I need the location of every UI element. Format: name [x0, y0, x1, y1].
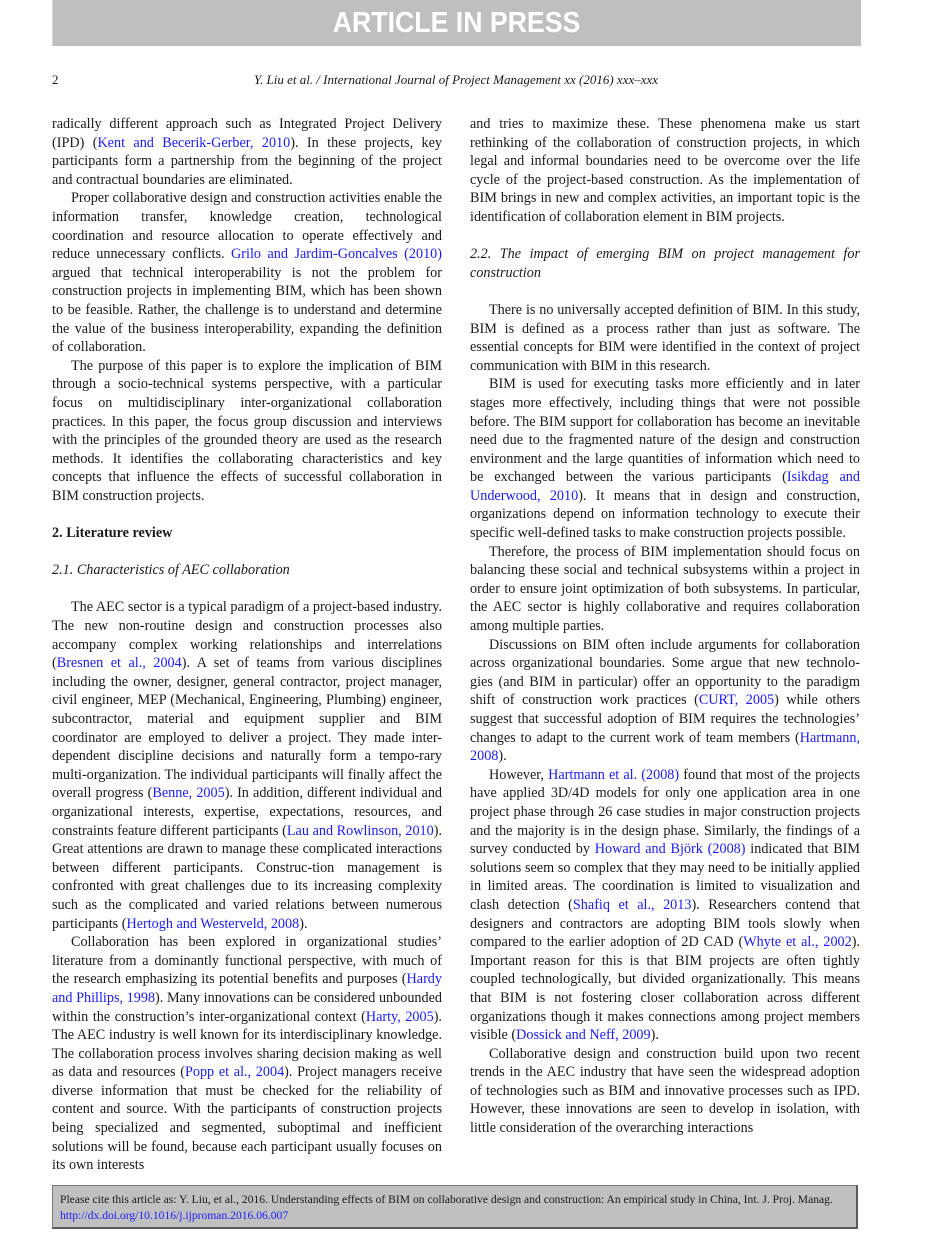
banner-text: ARTICLE IN PRESS	[333, 6, 581, 39]
text: ).	[650, 1027, 659, 1044]
citation-link[interactable]: Lau and Rowlinson, 2010	[286, 822, 434, 839]
text: ). It means that in design and construction, organizations depend on information technology to execute their specific well-defined tasks to make construction projects possible.	[470, 487, 860, 542]
text: ). Important reason for this is that BIM projects are often tightly coupled technologically, but divided organizationally. This means that BIM is not fostering closer collaboration across different organizations though it makes connections among project members visible (	[470, 934, 861, 1044]
text: Collaborative design and construction build upon two recent trends in the AEC industry that have seen the widespread adoption of technologies such as BIM and innovative processes such as IPD. However, these innovations are seen to develop in isolation, with little consideration of the overarching interactions	[470, 1045, 860, 1137]
text: Proper collaborative design and construction activities enable the information transfer, knowledge creation, technological coordination and resource allocation to operate effectively and reduce unnecessary conflicts.	[52, 190, 442, 263]
text: BIM is used for executing tasks more efficiently and in later stages more effectively, including things that were not possible before. The BIM support for collaboration has become an inevitable need due to the fragmented nature of the design and construction environment and the large quantities of information which need to be exchanged between the various participants (	[470, 376, 860, 486]
text: found that most of the projects have applied 3D/4D models for only one application area in one project phase through 26 case studies in major construction projects and the majority is in the design phase. Similarly, the findings of a survey conducted by	[470, 766, 860, 858]
text: ).	[498, 748, 507, 765]
paragraph	[52, 115, 442, 189]
paragraph	[470, 301, 860, 375]
citation-link[interactable]: Shafiq et al., 2013	[572, 896, 692, 913]
citation-link[interactable]: Hartmann et al. (2008)	[548, 766, 680, 783]
text: Collaboration has been explored in organizational studies’ literature from a dominantly functional perspective, with much of the research emphasizing its potential benefits and purposes (	[52, 934, 442, 988]
paragraph	[470, 766, 860, 1045]
citation-link[interactable]: Grilo and Jardim-Goncalves (2010)	[231, 246, 442, 263]
citation-link[interactable]: Benne, 2005	[152, 785, 225, 802]
citation-link[interactable]: Hertogh and Westerveld, 2008	[126, 915, 300, 932]
text: ). Great attentions are drawn to manage these complicated interactions between different participants. Construc-tion management is confronted with great challenges due to its increasing complexity such as the complicated and varied relations between numerous participants (	[52, 822, 443, 932]
citation-link[interactable]: Harty, 2005	[365, 1008, 434, 1025]
text: ). In these projects, key participants form a partnership from the beginning of the project and contractual boundaries are eliminated.	[52, 134, 442, 188]
paragraph	[52, 189, 442, 356]
citation-link[interactable]: Dossick and Neff, 2009	[516, 1027, 651, 1044]
section-heading: 2. Literature review	[52, 525, 173, 542]
text: ). In addition, different individual and organizational interests, expertise, expectations, resources, and constraints feature different participants (	[52, 785, 443, 839]
paragraph	[470, 375, 860, 542]
citation-link[interactable]: CURT, 2005	[698, 692, 775, 709]
text: There is no universally accepted definition of BIM. In this study, BIM is defined as a process rather than just as software. The essential concepts for BIM were identified in the context of project communication with BIM in this research.	[470, 301, 860, 374]
footer-cite-text: Please cite this article as: Y. Liu, et al., 2016. Understanding effects of BIM on collaborative design and construction: An empirical study in China, Int. J. Proj. Manag.	[60, 1193, 833, 1206]
paragraph	[52, 598, 442, 933]
text: The AEC sector is a typical paradigm of a project-based industry. The new non-routine design and construction processes also accompany complex working relationships and interrelations (	[52, 599, 442, 672]
citation-footer-box	[52, 1185, 858, 1229]
doi-link[interactable]: http://dx.doi.org/10.1016/j.ijproman.2016.06.007	[60, 1209, 289, 1222]
text: ). Researchers contend that designers and contractors are adopting BIM tools slowly when compared to the earlier adoption of 2D CAD (	[470, 896, 860, 951]
page-number: 2	[52, 72, 59, 87]
text: indicated that BIM solutions seem so complex that they may need to be initially applied in limited areas. The coordination is limited to visualization and clash detection (	[470, 841, 860, 913]
paragraph	[470, 543, 860, 636]
citation-link[interactable]: Whyte et al., 2002	[743, 934, 852, 951]
subsection-heading: 2.1. Characteristics of AEC collaboration	[52, 562, 290, 579]
paragraph	[470, 115, 860, 227]
text: ) while others suggest that successful adoption of BIM requires the technologies’ changes to adapt to the current work of team members (	[470, 692, 860, 746]
text: ). A set of teams from various disciplines including the owner, designer, general contractor, project manager, civil engineer, MEP (Mechanical, Engineering, Plumbing) engineer, subcontractor, material and equipment supplier and BIM coordinator are employed to deliver a project. They made inter-dependent discipline decisions and naturally form a tempo-rary multi-organization. The individual participants will finally affect the overall progress (	[52, 655, 443, 802]
running-head	[52, 72, 860, 90]
citation-link[interactable]: Popp et al., 2004	[184, 1064, 285, 1081]
left-column	[52, 115, 442, 1175]
text: ).	[299, 915, 308, 932]
right-column	[470, 115, 860, 1138]
subsection-heading: 2.2. The impact of emerging BIM on project management for construction	[470, 246, 860, 281]
text: However,	[489, 766, 549, 783]
text: ). Project managers receive diverse information that must be checked for the reliability of content and source. With the participants of construction projects being specialized and segmented, suboptimal and inefficient solutions will be found, because each participant usually focuses on its own interests	[52, 1064, 442, 1174]
paragraph	[470, 1045, 860, 1138]
text: radically different approach such as Integrated Project Delivery (IPD) (	[52, 116, 442, 151]
text: and tries to maximize these. These phenomena make us start rethinking of the collaboration of construction projects, in which legal and informal boundaries need to be overcome over the life cycle of the project-based construction. As the implementation of BIM brings in new and complex activities, an important topic is the identification of collaboration element in BIM projects.	[470, 116, 860, 225]
citation-link[interactable]: Isikdag and Underwood, 2010	[470, 469, 860, 504]
text: ). Many innovations can be considered unbounded within the construction’s inter-organizational context (	[52, 989, 442, 1025]
citation-link[interactable]: Bresnen et al., 2004	[56, 655, 182, 672]
citation-link[interactable]: Hardy and Phillips, 1998	[52, 971, 442, 1006]
text: The purpose of this paper is to explore the implication of BIM through a socio-technical systems perspective, with a particular focus on multidisciplinary inter-organizational collaboration practices. In this paper, the focus group discussion and interviews with the principles of the grounded theory are used as the research methods. It identifies the collaborating characteristics and key concepts that influence the effects of successful collaboration in BIM construction projects.	[52, 357, 442, 504]
article-in-press-banner	[52, 0, 861, 46]
citation-link[interactable]: Howard and Björk (2008)	[594, 841, 746, 858]
text: argued that technical interoperability is not the problem for construction projects in implementing BIM, which has been shown to be feasible. Rather, the challenge is to understand and determine the value of the business interoperability, expanding the definition of collaboration.	[52, 264, 442, 356]
citation-link[interactable]: Kent and Becerik-Gerber, 2010	[97, 134, 291, 151]
text: Discussions on BIM often include arguments for collaboration across organizational boundaries. Some argue that new technolo-gies (and BIM in particular) offer an opportunity to the paradigm shift of construction work practices (	[470, 636, 860, 709]
citation-link[interactable]: Hartmann, 2008	[470, 729, 860, 765]
text: Therefore, the process of BIM implementation should focus on balancing these social and technical subsystems within a project in order to ensure joint optimization of both subsystems. In particular, the AEC sector is highly collaborative and requires collaboration among multiple parties.	[470, 543, 860, 635]
paragraph	[52, 933, 442, 1175]
text: ). The AEC industry is well known for its interdisciplinary knowledge. The collaboration process involves sharing decision making as well as data and resources (	[52, 1008, 442, 1081]
paragraph	[470, 636, 860, 766]
paragraph	[52, 357, 442, 506]
journal-citation-line: Y. Liu et al. / International Journal of Project Management xx (2016) xxx–xxx	[253, 72, 659, 87]
